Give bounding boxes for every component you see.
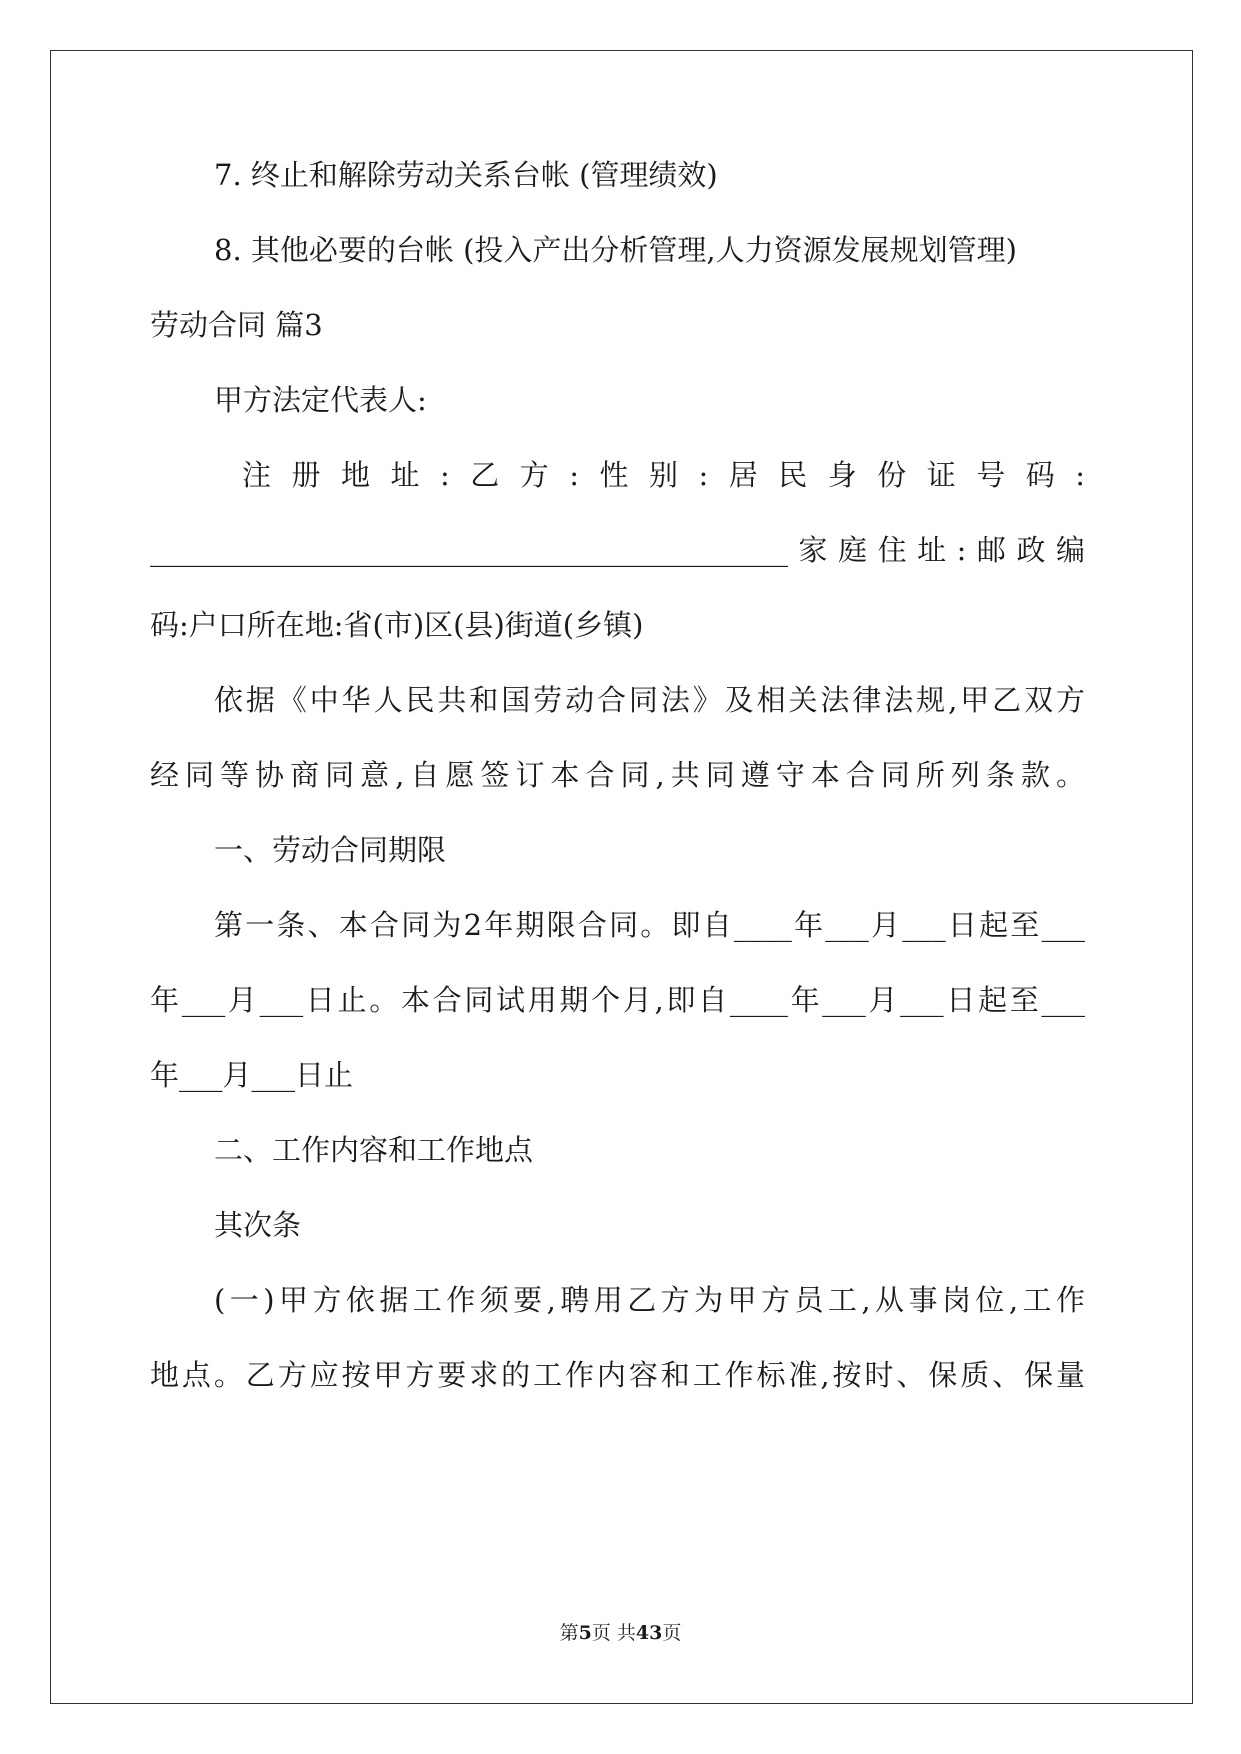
paragraph-line: (一)甲方依据工作须要,聘用乙方为甲方员工,从事岗位,工作 xyxy=(214,1283,1085,1317)
paragraph-line: 甲方法定代表人: xyxy=(214,383,427,417)
paragraph-line: 注册地址:乙方:性别:居民身份证号码: xyxy=(242,458,1085,492)
footer-prefix: 第 xyxy=(559,1622,579,1644)
paragraph-line: 7. 终止和解除劳动关系台帐 (管理绩效) xyxy=(214,158,718,192)
page-border xyxy=(50,50,1193,1704)
paragraph-line: 码:户口所在地:省(市)区(县)街道(乡镇) xyxy=(150,608,644,642)
paragraph-line: 8. 其他必要的台帐 (投入产出分析管理,人力资源发展规划管理) xyxy=(214,233,1017,267)
section-heading: 二、工作内容和工作地点 xyxy=(214,1133,534,1167)
paragraph-line: 其次条 xyxy=(214,1208,302,1242)
total-page-number: 43 xyxy=(635,1622,663,1644)
current-page-number: 5 xyxy=(578,1622,592,1644)
footer-suffix: 页 xyxy=(662,1622,682,1644)
paragraph-line: 第一条、本合同为2年期限合同。即自____年___月___日起至___ xyxy=(214,908,1085,942)
paragraph-line: 经同等协商同意,自愿签订本合同,共同遵守本合同所列条款。 xyxy=(150,758,1085,792)
paragraph-line: ____________________________________________家庭住址:邮政编 xyxy=(150,533,1085,567)
paragraph-line: 年___月___日止 xyxy=(150,1058,354,1092)
section-heading: 一、劳动合同期限 xyxy=(214,833,447,867)
footer-mid: 页 共 xyxy=(591,1622,636,1644)
paragraph-line: 依据《中华人民共和国劳动合同法》及相关法律法规,甲乙双方 xyxy=(214,683,1085,717)
page-footer xyxy=(0,1621,1241,1645)
section-heading: 劳动合同 篇3 xyxy=(150,308,323,342)
paragraph-line: 地点。乙方应按甲方要求的工作内容和工作标准,按时、保质、保量 xyxy=(150,1358,1085,1392)
paragraph-line: 年___月___日止。本合同试用期个月,即自____年___月___日起至___ xyxy=(150,983,1085,1017)
